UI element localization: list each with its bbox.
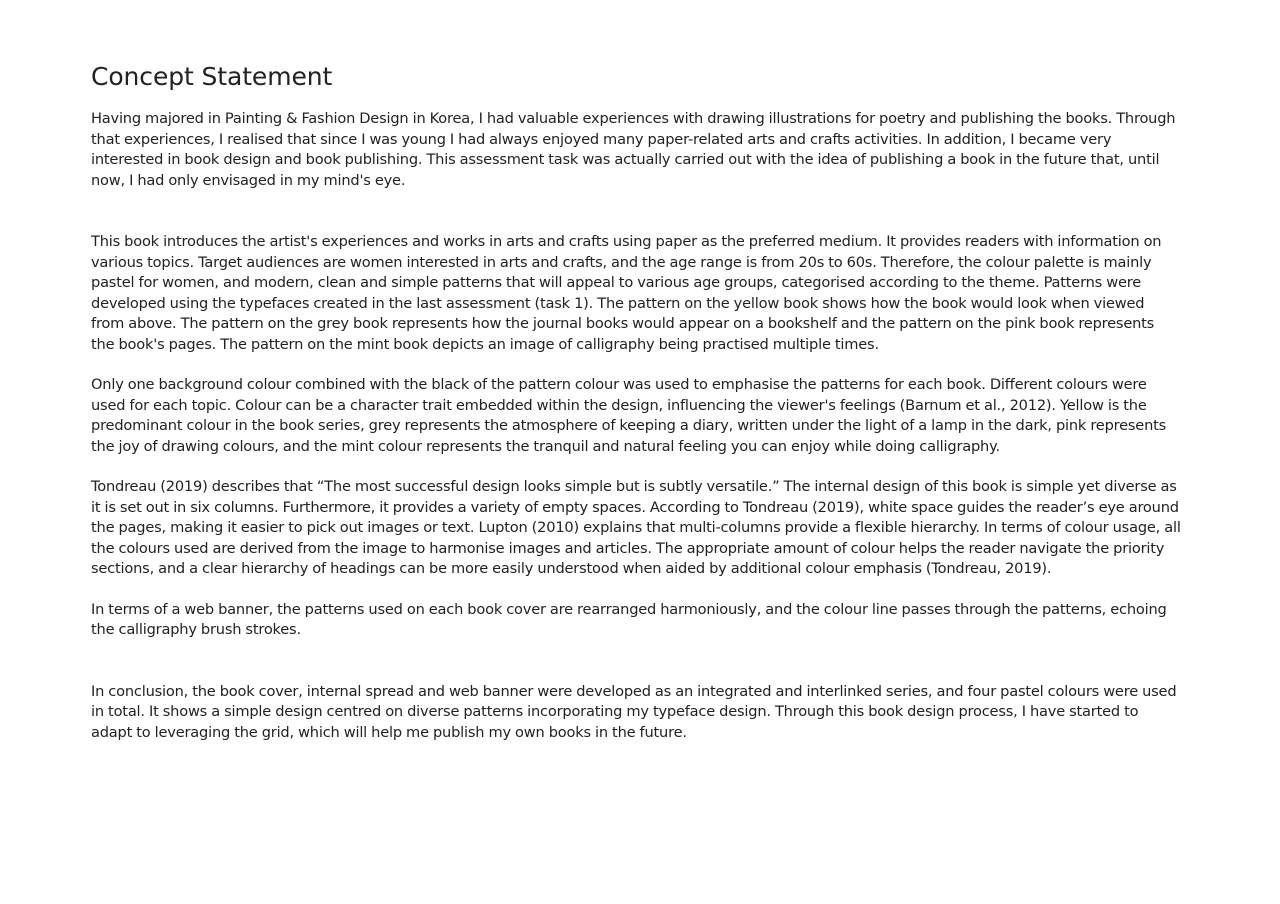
document-page [91, 60, 1181, 743]
paragraph-web-banner: In terms of a web banner, the patterns used on each book cover are rearranged harmoniously, and the colour line passes through the patterns, echoing the calligraphy brush strokes. [91, 600, 1167, 638]
paragraph-background: Having majored in Painting & Fashion Design in Korea, I had valuable experiences with drawing illustrations for poetry and publishing the books. Through that experiences, I realised that since I was young I had always enjoyed many paper-related arts and crafts activities. In addition, I became very interested in book design and book publishing. This assessment task was actually carried out with the idea of publishing a book in the future that, until now, I had only envisaged in my mind's eye. [91, 110, 1176, 189]
paragraph-book-intro: This book introduces the artist's experiences and works in arts and crafts using paper as the preferred medium. It provides readers with information on various topics. Target audiences are women interested in arts and crafts, and the age range is from 20s to 60s. Therefore, the colour palette is mainly pastel for women, and modern, clean and simple patterns that will appeal to various age groups, categorised according to the theme. Patterns were developed using the typefaces created in the last assessment (task 1). The pattern on the yellow book shows how the book would look when viewed from above. The pattern on the grey book represents how the journal books would appear on a bookshelf and the pattern on the pink book represents the book's pages. The pattern on the mint book depicts an image of calligraphy being practised multiple times. [91, 233, 1162, 353]
paragraph-conclusion: In conclusion, the book cover, internal spread and web banner were developed as an integrated and interlinked series, and four pastel colours were used in total. It shows a simple design centred on diverse patterns incorporating my typeface design. Through this book design process, I have started to adapt to leveraging the grid, which will help me publish my own books in the future. [91, 682, 1177, 741]
page-title: Concept Statement [91, 62, 333, 91]
paragraph-colour-usage: Only one background colour combined with the black of the pattern colour was used to emphasise the patterns for each book. Different colours were used for each topic. Colour can be a character trait embedded within the design, influencing the viewer's feelings (Barnum et al., 2012). Yellow is the predominant colour in the book series, grey represents the atmosphere of keeping a diary, written under the light of a lamp in the dark, pink represents the joy of drawing colours, and the mint colour represents the tranquil and natural feeling you can enjoy while doing calligraphy. [91, 376, 1167, 455]
paragraph-internal-design: Tondreau (2019) describes that “The most successful design looks simple but is subtly versatile.” The internal design of this book is simple yet diverse as it is set out in six columns. Furthermore, it provides a variety of empty spaces. According to Tondreau (2019), white space guides the reader’s eye around the pages, making it easier to pick out images or text. Lupton (2010) explains that multi-columns provide a flexible hierarchy. In terms of colour usage, all the colours used are derived from the image to harmonise images and articles. The appropriate amount of colour helps the reader navigate the priority sections, and a clear hierarchy of headings can be more easily understood when aided by additional colour emphasis (Tondreau, 2019). [91, 478, 1181, 577]
